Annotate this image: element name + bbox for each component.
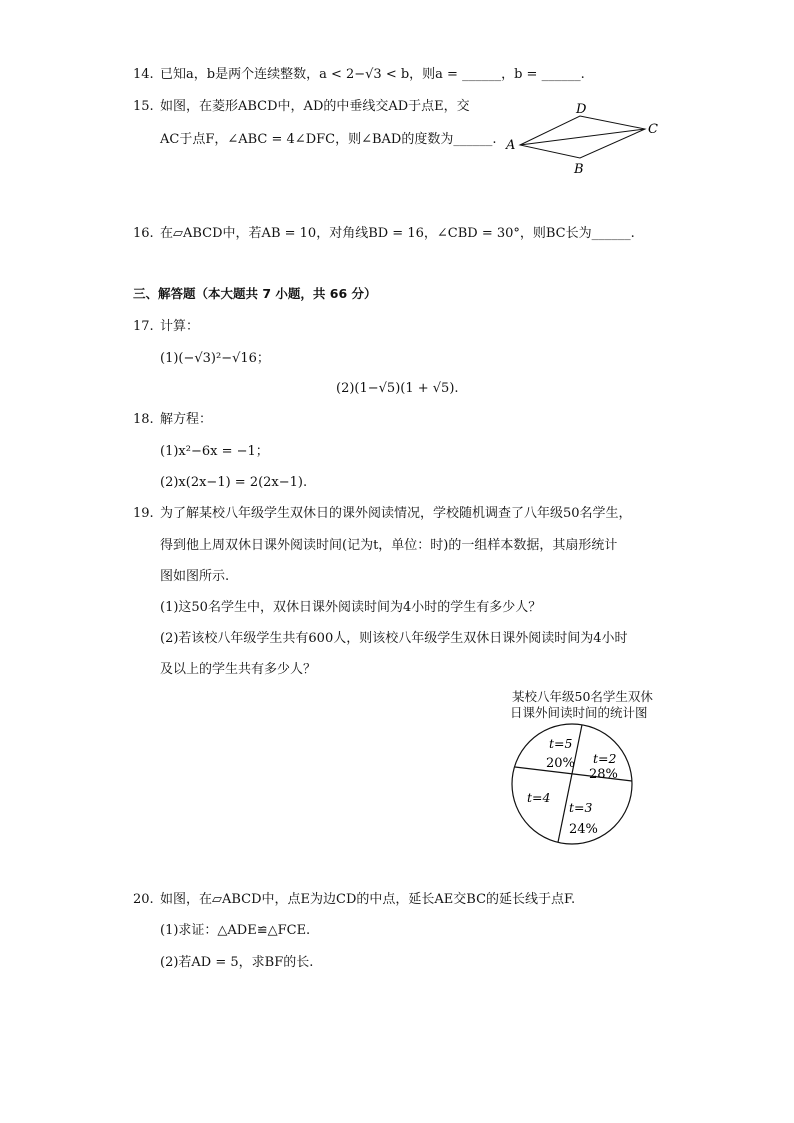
q17-part-1: (1)(−√3)²−√16； bbox=[160, 351, 270, 366]
question-number: 16. bbox=[133, 226, 154, 241]
rhombus-figure bbox=[500, 100, 670, 180]
label-d: D bbox=[576, 102, 587, 117]
question-text: AC于点F，∠ABC = 4∠DFC，则∠BAD的度数为______. bbox=[160, 132, 497, 147]
question-text: 已知a，b是两个连续整数，a < 2−√3 < b，则a = ______，b = ______. bbox=[160, 67, 585, 82]
slice-label-t5: t=5 bbox=[549, 736, 573, 751]
question-17 bbox=[133, 318, 199, 336]
q18-part-2: (2)x(2x−1) = 2(2x−1). bbox=[160, 475, 308, 490]
slice-label-t2: t=2 bbox=[593, 751, 617, 766]
question-number: 17. bbox=[133, 319, 154, 334]
q17-part-2: (2)(1−√5)(1 + √5). bbox=[336, 381, 459, 396]
question-text: 为了解某校八年级学生双休日的课外阅读情况，学校随机调查了八年级50名学生， bbox=[160, 506, 632, 521]
q19-part-2-line-2: 及以上的学生共有多少人？ bbox=[160, 662, 317, 677]
question-18 bbox=[133, 411, 212, 429]
slice-percent-t3: 24% bbox=[569, 822, 598, 837]
question-text: 在▱ABCD中，若AB = 10，对角线BD = 16，∠CBD = 30°，则BC长为______. bbox=[160, 226, 635, 241]
slice-percent-t2: 28% bbox=[589, 767, 618, 782]
question-14 bbox=[133, 66, 585, 84]
slice-label-t4: t=4 bbox=[527, 790, 551, 805]
slice-percent-t5: 20% bbox=[546, 756, 575, 771]
question-number: 14. bbox=[133, 67, 154, 82]
pie-chart bbox=[508, 722, 638, 846]
question-text: 如图，在▱ABCD中，点E为边CD的中点，延长AE交BC的延长线于点F. bbox=[160, 892, 576, 907]
question-16 bbox=[133, 225, 635, 243]
slice-label-t3: t=3 bbox=[569, 800, 593, 815]
question-15-line-2 bbox=[160, 131, 496, 149]
label-a: A bbox=[506, 138, 516, 153]
question-text: 解方程： bbox=[160, 412, 213, 427]
section-heading: 三、解答题（本大题共 7 小题，共 66 分） bbox=[133, 286, 377, 301]
question-number: 20. bbox=[133, 892, 154, 907]
q19-part-2-line-1: (2)若该校八年级学生共有600人，则该校八年级学生双休日课外阅读时间为4小时 bbox=[160, 631, 628, 646]
question-19-line-1 bbox=[133, 505, 632, 523]
q20-part-2: (2)若AD = 5，求BF的长. bbox=[160, 955, 314, 970]
question-20 bbox=[133, 891, 575, 909]
label-b: B bbox=[574, 162, 584, 177]
question-number: 18. bbox=[133, 412, 154, 427]
chart-title-line-2: 日课外间读时间的统计图 bbox=[510, 705, 648, 720]
q20-part-1: (1)求证：△ADE≌△FCE. bbox=[160, 923, 311, 938]
question-text: 如图，在菱形ABCD中，AD的中垂线交AD于点E，交 bbox=[160, 99, 470, 114]
question-number: 15. bbox=[133, 99, 154, 114]
question-19-line-2: 得到他上周双休日课外阅读时间(记为t，单位：时)的一组样本数据，其扇形统计 bbox=[160, 538, 618, 553]
q18-part-1: (1)x²−6x = −1； bbox=[160, 444, 269, 459]
q19-part-1: (1)这50名学生中，双休日课外阅读时间为4小时的学生有多少人？ bbox=[160, 600, 542, 615]
question-15-line-1 bbox=[133, 98, 470, 116]
chart-title-line-1: 某校八年级50名学生双休 bbox=[512, 689, 653, 704]
question-number: 19. bbox=[133, 506, 154, 521]
question-19-line-3: 图如图所示. bbox=[160, 569, 230, 584]
question-text: 计算： bbox=[160, 319, 200, 334]
label-c: C bbox=[648, 122, 658, 137]
